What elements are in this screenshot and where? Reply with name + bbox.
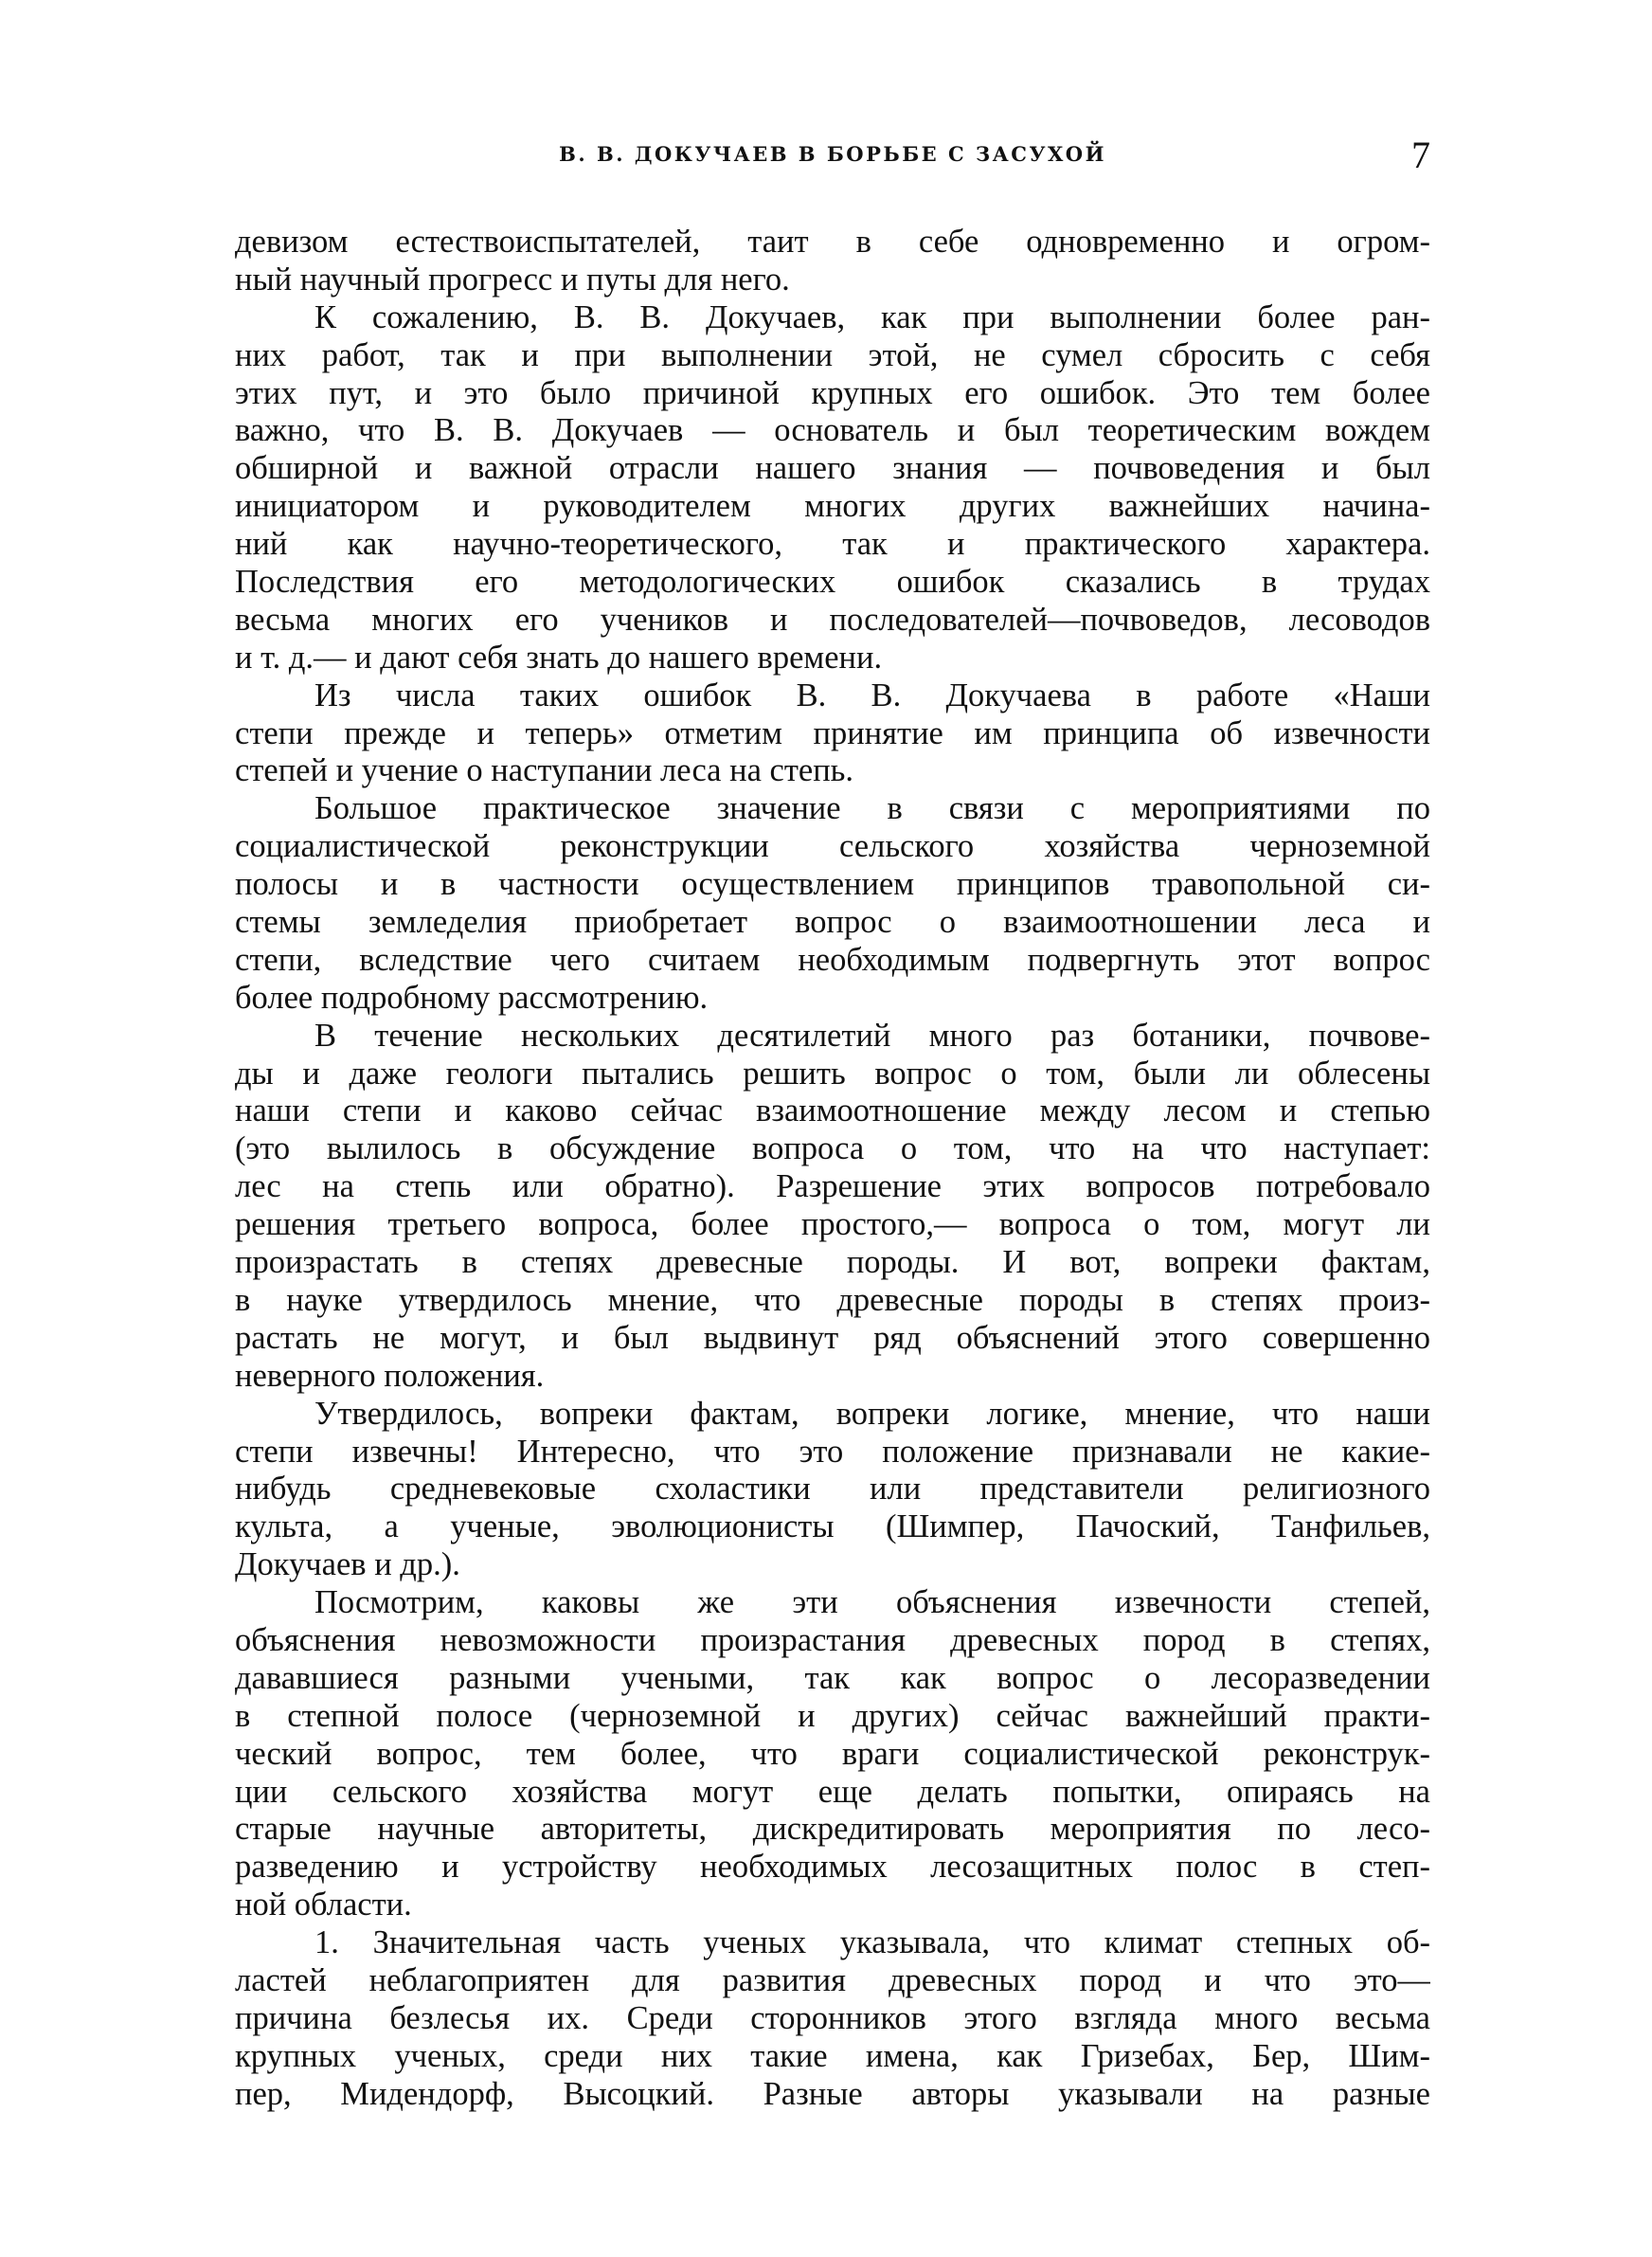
text-line: растать не могут, и был выдвинут ряд объяснений этого совершенно [235,1319,1430,1356]
text-line: обширной и важной отрасли нашего знания — почвоведения и был [235,450,1430,487]
text-line: ды и даже геологи пытались решить вопрос о том, были ли облесены [235,1055,1430,1092]
text-line: К сожалению, В. В. Докучаев, как при выполнении более ран- [314,298,1430,335]
text-line: неверного положения. [235,1357,545,1394]
running-title: В. В. ДОКУЧАЕВ В БОРЬБЕ С ЗАСУХОЙ [559,142,1106,166]
text-line: инициатором и руководителем многих других важнейших начина- [235,488,1430,525]
text-line: степи, вследствие чего считаем необходимым подвергнуть этот вопрос [235,941,1430,978]
text-line: нибудь средневековые схоластики или представители религиозного [235,1471,1430,1508]
text-line: В течение нескольких десятилетий много раз ботаники, почвове- [314,1017,1430,1054]
page-number: 7 [1411,134,1430,176]
text-line: и т. д.— и дают себя знать до нашего времени. [235,639,883,676]
text-line: степей и учение о наступании леса на степь. [235,752,854,789]
text-line: ний как научно-теоретического, так и практического характера. [235,526,1430,563]
text-line: более подробному рассмотрению. [235,979,709,1016]
text-line: дававшиеся разными учеными, так как вопрос о лесоразведении [235,1659,1430,1696]
text-line: в степной полосе (черноземной и других) сейчас важнейший практи- [235,1697,1430,1734]
text-line: Большое практическое значение в связи с мероприятиями по [314,790,1430,827]
text-line: Из числа таких ошибок В. В. Докучаева в работе «Наши [314,677,1430,713]
text-line: ческий вопрос, тем более, что враги социалистической реконструк- [235,1735,1430,1772]
text-line: в науке утвердилось мнение, что древесные породы в степях произ- [235,1281,1430,1318]
text-line: произрастать в степях древесные породы. И вот, вопреки фактам, [235,1244,1430,1281]
text-line: Докучаев и др.). [235,1546,460,1583]
text-line: ной области. [235,1887,412,1923]
text-line: важно, что В. В. Докучаев — основатель и был теоретическим вождем [235,412,1430,449]
body-text [235,224,1430,2114]
text-line: них работ, так и при выполнении этой, не сумел сбросить с себя [235,336,1430,373]
text-line: этих пут, и это было причиной крупных его ошибок. Это тем более [235,374,1430,411]
text-line: Посмотрим, каковы же эти объяснения извечности степей, [314,1584,1430,1621]
text-line: культа, а ученые, эволюционисты (Шимпер, Пачоский, Танфильев, [235,1508,1430,1545]
text-line: полосы и в частности осуществлением принципов травопольной си- [235,866,1430,903]
text-line: степи извечны! Интересно, что это положение признавали не какие- [235,1433,1430,1470]
text-line: девизом естествоиспытателей, таит в себе одновременно и огром- [235,224,1430,260]
text-line: (это вылилось в обсуждение вопроса о том, что на что наступает: [235,1130,1430,1167]
text-line: пер, Мидендорф, Высоцкий. Разные авторы указывали на разные [235,2075,1430,2112]
text-line: старые научные авторитеты, дискредитировать мероприятия по лесо- [235,1811,1430,1848]
text-line: ции сельского хозяйства могут еще делать попытки, опираясь на [235,1773,1430,1810]
text-line: степи прежде и теперь» отметим принятие им принципа об извечности [235,714,1430,751]
text-line: стемы земледелия приобретает вопрос о взаимоотношении леса и [235,904,1430,941]
text-line: разведению и устройству необходимых лесозащитных полос в степ- [235,1849,1430,1886]
text-line: крупных ученых, среди них такие имена, как Гризебах, Бер, Шим- [235,2037,1430,2074]
text-line: наши степи и каково сейчас взаимоотношение между лесом и степью [235,1092,1430,1129]
text-line: Утвердилось, вопреки фактам, вопреки логике, мнение, что наши [314,1395,1430,1432]
text-line: причина безлесья их. Среди сторонников этого взгляда много весьма [235,1999,1430,2036]
running-head [235,134,1430,180]
text-line: социалистической реконструкции сельского хозяйства черноземной [235,828,1430,865]
text-line: ластей неблагоприятен для развития древесных пород и что это— [235,1961,1430,1998]
text-line: 1. Значительная часть ученых указывала, что климат степных об- [314,1924,1430,1961]
text-line: весьма многих его учеников и последователей—почвоведов, лесоводов [235,601,1430,638]
text-line: ный научный прогресс и путы для него. [235,261,790,298]
text-line: Последствия его методологических ошибок сказались в трудах [235,564,1430,601]
text-line: объяснения невозможности произрастания древесных пород в степях, [235,1621,1430,1658]
text-line: решения третьего вопроса, более простого,— вопроса о том, могут ли [235,1206,1430,1243]
text-line: лес на степь или обратно). Разрешение этих вопросов потребовало [235,1168,1430,1205]
